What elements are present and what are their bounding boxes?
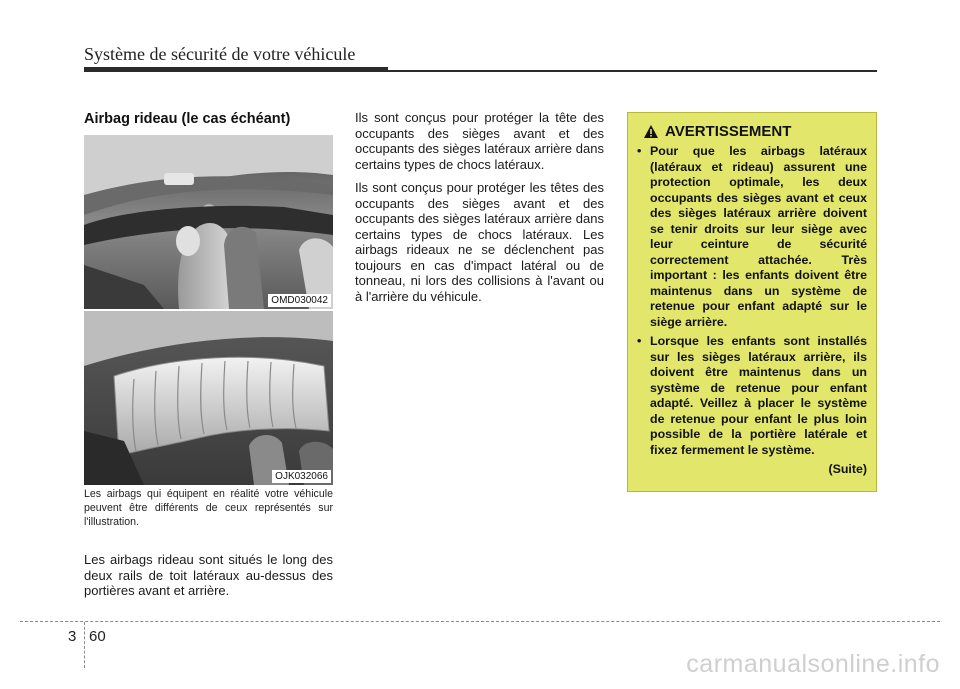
warning-item-text: Lorsque les enfants sont installés sur les sièges latéraux arrière, ils doivent être maintenus dans un système de retenue pour enfant adapté. Veillez à placer le système de retenue pour enfant le plus loin possible de la portière latérale et fixez fermement le système. [650, 334, 867, 457]
warning-item [637, 144, 867, 330]
chapter-number: 3 [68, 628, 77, 645]
paragraph: Les airbags rideau sont situés le long des deux rails de toit latéraux au-dessus des portières avant et arrière. [84, 552, 333, 598]
chapter-header-title: Système de sécurité de votre véhicule [84, 44, 356, 64]
warning-box [627, 112, 877, 492]
illustration-caption: Les airbags qui équipent en réalité votre véhicule peuvent être différents de ceux représentés sur l'illustration. [84, 488, 333, 528]
airbag-deployed-photo [84, 311, 333, 485]
header-rule [84, 70, 877, 72]
section-title: Airbag rideau (le cas échéant) [84, 111, 291, 127]
left-column-text [84, 552, 333, 607]
warning-header [643, 123, 867, 140]
deployed-curtain-airbag-illustration [84, 311, 333, 485]
image-code-label: OJK032066 [272, 470, 331, 483]
bullet: • [637, 334, 642, 348]
continued-label: (Suite) [828, 462, 867, 476]
warning-triangle-icon [643, 124, 659, 139]
paragraph: Ils sont conçus pour protéger la tête des occupants des sièges avant et des occupants des sièges latéraux arrière dans certains types de chocs latéraux. [355, 110, 604, 172]
middle-column-text [355, 110, 604, 312]
image-code-label: OMD030042 [268, 294, 331, 307]
car-interior-illustration [84, 135, 333, 309]
page-number: 60 [89, 628, 106, 645]
footer-divider [84, 622, 85, 668]
footer-rule [20, 621, 940, 622]
warning-title: AVERTISSEMENT [665, 123, 792, 140]
watermark: carmanualsonline.info [686, 650, 940, 678]
paragraph: Ils sont conçus pour protéger les têtes des occupants des sièges avant et des occupants des sièges latéraux arrière dans certains types de chocs latéraux. Les airbags rideaux ne se déclenchent pas toujours en cas d'impact latéral ou de tonneau, ni lors des collisions à l'avant ou à l'arrière du véhicule. [355, 180, 604, 304]
bullet: • [637, 144, 642, 158]
warning-list [637, 144, 867, 458]
warning-item-text: Pour que les airbags latéraux (latéraux et rideau) assurent une protection optimale, les deux occupants des sièges avant et ceux des sièges latéraux arrière doivent se tenir droits sur leur siège avec leur ceinture de sécurité correctement attachée. Très important : les enfants doivent être maintenus dans un système de retenue pour enfant adapté sur le siège arrière. [650, 144, 867, 329]
warning-item [637, 334, 867, 458]
airbag-location-photo [84, 135, 333, 309]
